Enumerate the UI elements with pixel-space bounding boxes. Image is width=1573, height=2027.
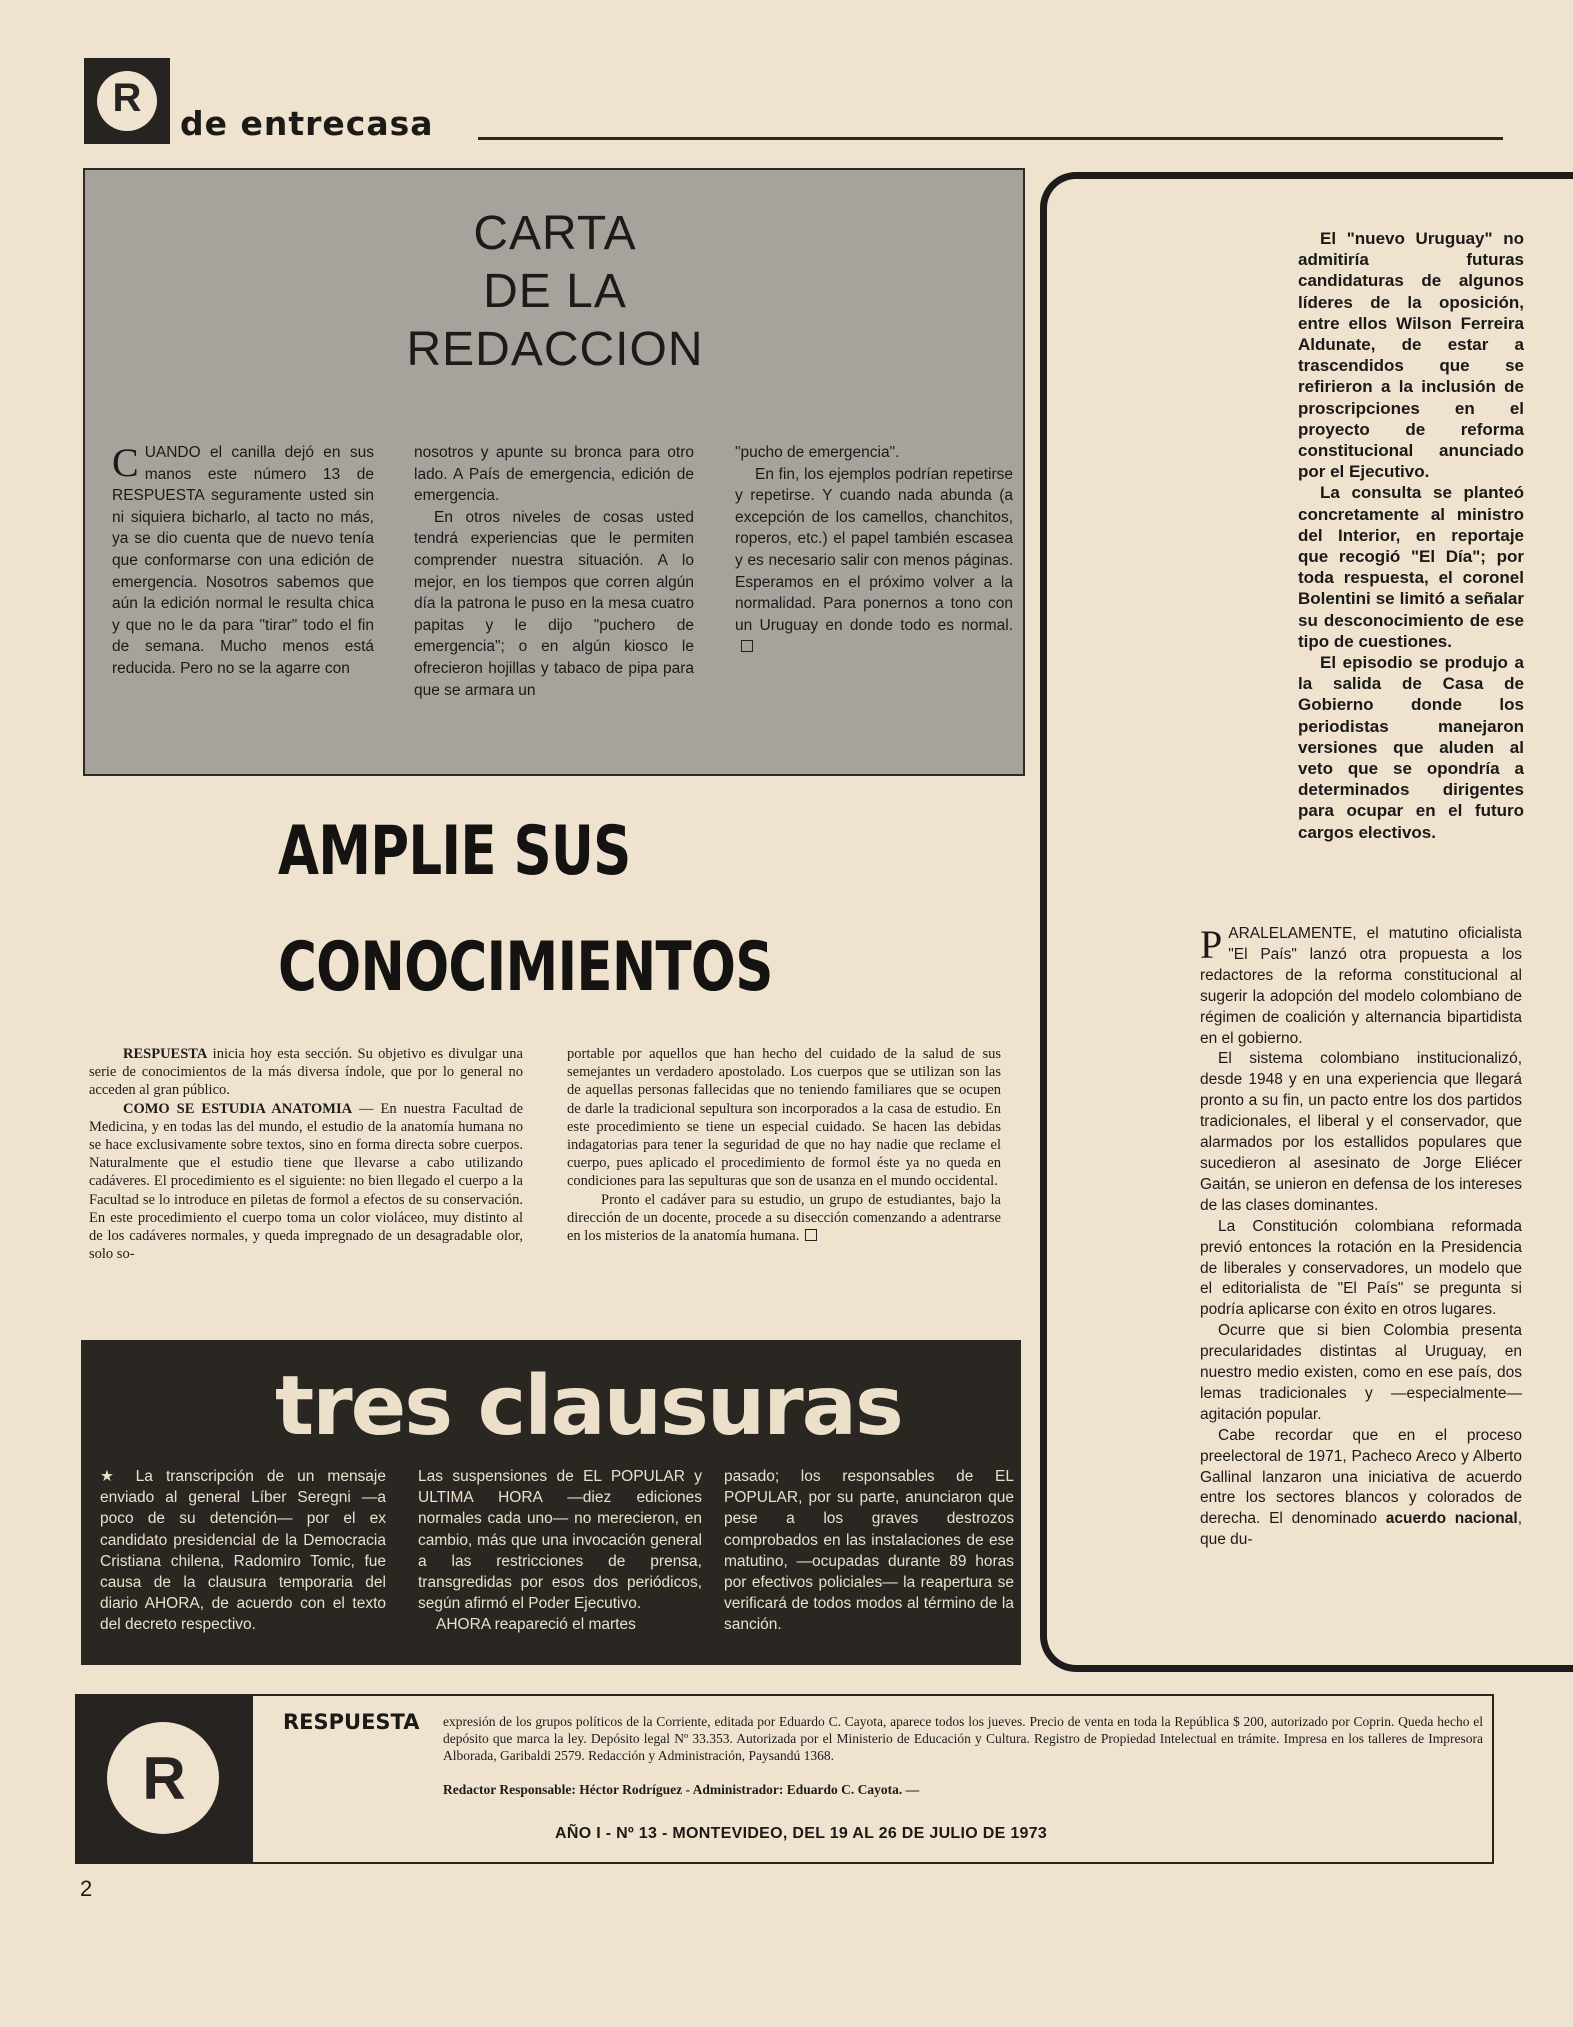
right-dropcap: P (1200, 922, 1223, 967)
right-bottom-p5b: acuerdo nacional (1385, 1510, 1518, 1528)
tres-column-2 (418, 1466, 702, 1636)
right-column-top (1298, 228, 1524, 843)
right-bottom-p4: Ocurre que si bien Colombia presenta precularidades distintas al Uruguay, en nuestro medio existen, como en ese país, dos lemas tradicionales y —especialmente— agitación popular. (1200, 1322, 1522, 1423)
masthead-logo-letter: R (142, 1745, 186, 1812)
amplie-title-line-2: CONOCIMIENTOS (278, 928, 773, 1007)
tres-col2-p1: Las suspensiones de EL POPULAR y ULTIMA HORA —diez ediciones normales cada uno— no merecieron, en cambio, más que una invocación general a las restricciones de prensa, transgredidas por esos dos periódicos, según afirmó el Poder Ejecutivo. (418, 1468, 702, 1613)
carta-col3-p2: En fin, los ejemplos podrían repetirse y repetirse. Y cuando nada abunda (a excepción de los camellos, chanchitos, roperos, etc.) el papel también escasea y es necesario salir con menos páginas. Esperamos en el próximo volver a la normalidad. Para ponernos a tono con un Uruguay en donde todo es normal. (735, 465, 1013, 634)
right-column-bottom (1200, 924, 1522, 1551)
amplie-title (278, 794, 773, 1026)
section-title: de entrecasa (180, 104, 434, 143)
carta-column-2 (414, 442, 694, 701)
masthead-logo (75, 1694, 253, 1864)
right-bottom-p3: La Constitución colombiana reformada previó entonces la rotación en la Presidencia de liberales y conservadores, un modelo que el editorialista de "El País" se pregunta si podría aplicarse con éxito en otros lugares. (1200, 1217, 1522, 1319)
tres-col3-text: pasado; los responsables de EL POPULAR, por su parte, anunciaron que pese a los graves destrozos comprobados en las instalaciones de ese matutino, —ocupadas durante 89 horas por efectivos policiales— la reapertura se verificará de todos modos al término de la sanción. (724, 1468, 1014, 1634)
amplie-subhead: COMO SE ESTUDIA ANATOMIA (123, 1100, 353, 1117)
carta-col3-p1: "pucho de emergencia". (735, 444, 900, 461)
carta-title-line-3: REDACCION (406, 323, 704, 376)
end-mark-icon (805, 1229, 817, 1241)
amplie-col2-p1: portable por aquellos que han hecho del cuidado de la salud de sus semejantes un verdadero apostolado. Los cuerpos que se utilizan son las de aquellas personas fallecidas que no teniendo familiares que se ocupen de darle la tradicional sepultura son incorporados a la casa de estudio. En este procedimiento se tiene un especial cuidado. Se hacen las debidas indagatorias para tener la seguridad de que no hay nadie que reclame el cuerpo, pues aplicado el procedimiento de formol éste ya no queda en condiciones para las sepulturas que son de usanza en el mundo occidental. (567, 1046, 1001, 1190)
right-top-p2: La consulta se planteó concretamente al ministro del Interior, en reportaje que recogió "El Día"; por toda respuesta, el coronel Bolentini se limitó a señalar su desconocimiento de ese tipo de cuestiones. (1298, 483, 1524, 651)
masthead-date: AÑO I - Nº 13 - MONTEVIDEO, DEL 19 AL 26 DE JULIO DE 1973 (555, 1825, 1048, 1842)
amplie-column-2 (567, 1045, 1001, 1245)
carta-col1-text: UANDO el canilla dejó en sus manos este número 13 de RESPUESTA seguramente usted sin ni siquiera bicharlo, al tacto no más, ya se dio cuenta que de nuevo tenía que conformarse con una edición de emergencia. Nosotros sabemos que aún la edición normal le resulta chica y que no le da para "tirar" todo el fin de semana. Mucho menos está reducida. Pero no se la agarre con (112, 444, 374, 677)
tres-column-1 (100, 1466, 386, 1636)
amplie-col2-p2: Pronto el cadáver para su estudio, un grupo de estudiantes, bajo la dirección de un docente, procede a su disección comenzando a adentrarse en los misterios de la anatomía humana. (567, 1191, 1001, 1245)
amplie-title-line-1: AMPLIE SUS (278, 812, 631, 891)
right-top-p1: El "nuevo Uruguay" no admitiría futuras candidaturas de algunos líderes de la oposición, entre ellos Wilson Ferreira Aldunate, de estar a trascendidos que se refirieron a la inclusión de proscripciones en el proyecto de reforma constitucional anunciado por el Ejecutivo. (1298, 229, 1524, 482)
carta-column-1 (112, 442, 374, 680)
right-bottom-p5c: , que du- (1200, 1510, 1522, 1549)
carta-title-line-2: DE LA (483, 265, 627, 318)
tres-clausuras-title: tres clausuras (275, 1359, 902, 1454)
page-number: 2 (80, 1876, 93, 1901)
masthead-responsables: Redactor Responsable: Héctor Rodríguez - Administrador: Eduardo C. Cayota. — (443, 1782, 920, 1797)
right-top-p3: El episodio se produjo a la salida de Casa de Gobierno donde los periodistas manejaron versiones que aluden al veto que se opondría a determinados dirigentes para ocupar en el futuro cargos electivos. (1298, 653, 1524, 842)
tres-col2-p2: AHORA reapareció el martes (436, 1616, 636, 1634)
right-bottom-p2: El sistema colombiano institucionalizó, desde 1948 y en una experiencia que llegará pronto a su fin, un pacto entre los dos partidos tradicionales, el liberal y el conservador, que alarmados por los estallidos populares que sucedieron al asesinato de Jorge Eliécer Gaitán, se unieron en defensa de los intereses de las clases dominantes. (1200, 1050, 1522, 1214)
masthead-name: RESPUESTA (283, 1710, 420, 1734)
tres-column-3 (724, 1466, 1014, 1636)
amplie-lead-respuesta: RESPUESTA (123, 1046, 208, 1062)
right-bottom-p1: ARALELAMENTE, el matutino oficialista "El País" lanzó otra propuesta a los redactores de la reforma constitucional al sugerir la adopción del modelo colombiano de régimen de coalición y alternancia bipartidista en el gobierno. (1200, 925, 1522, 1047)
amplie-col1-p2: — En nuestra Facultad de Medicina, y en todas las del mundo, el estudio de la anatomía humana no se hace exclusivamente sobre textos, sino en forma directa sobre cuerpos. Naturalmente que el estudio tiene que llevarse a cabo utilizando cadáveres. El procedimiento es el siguiente: no bien llegado el cuerpo a la Facultad se lo introduce en piletas de formol a efectos de su conservación. En este procedimiento el cuerpo toma un color violáceo, muy distinto al de los cadáveres normales, y queda impregnado de un desagradable olor, solo so- (89, 1100, 524, 1263)
carta-col2-p1: nosotros y apunte su bronca para otro lado. A País de emergencia, edición de emergencia. (414, 444, 694, 505)
amplie-column-1 (89, 1045, 523, 1263)
right-bottom-p5a: Cabe recordar que en el proceso preelectoral de 1971, Pacheco Areco y Alberto Gallinal lanzaron una iniciativa de acuerdo entre los sectores blancos y colorados de derecha. El denominado (1200, 1426, 1522, 1528)
respuesta-logo (84, 58, 170, 144)
masthead-text: expresión de los grupos políticos de la Corriente, editada por Eduardo C. Cayota, aparece todos los jueves. Precio de venta en toda la República $ 200, autorizado por Coprin. Queda hecho el depósito que marca la ley. Depósito legal Nº 33.353. Autorizada por el Ministerio de Educación y Cultura. Registro de Propiedad Intelectual en trámite. Impresa en los talleres de Impresora Alborada, Garibaldi 2579. Redacción y Administración, Paysandú 1368. (443, 1714, 1483, 1764)
logo-letter: R (112, 76, 142, 120)
carta-column-3 (735, 442, 1013, 658)
tres-col1-text: ★ La transcripción de un mensaje enviado al general Líber Seregni —a poco de su detención— por el ex candidato presidencial de la Democracia Cristiana chilena, Radomiro Tomic, fue causa de la clausura temporaria del diario AHORA, de acuerdo con el texto del decreto respectivo. (100, 1468, 386, 1634)
header-rule (478, 137, 1503, 140)
carta-col2-p2: En otros niveles de cosas usted tendrá experiencias que le permiten comprender nuestra situación. A lo mejor, en los tiempos que corren algún día la patrona le puso en la mesa cuatro papitas y le dijo "puchero de emergencia"; o en algún kiosco le ofrecieron hojillas y tabaco de pipa para que se armara un (414, 508, 694, 699)
carta-title (320, 205, 790, 379)
amplie-col1-p1: inicia hoy esta sección. Su objetivo es divulgar una serie de conocimientos de la más diversa índole, que por lo general no acceden al gran público. (89, 1046, 523, 1099)
end-mark-icon (741, 640, 753, 652)
carta-title-line-1: CARTA (473, 207, 637, 260)
carta-dropcap: C (112, 440, 139, 485)
